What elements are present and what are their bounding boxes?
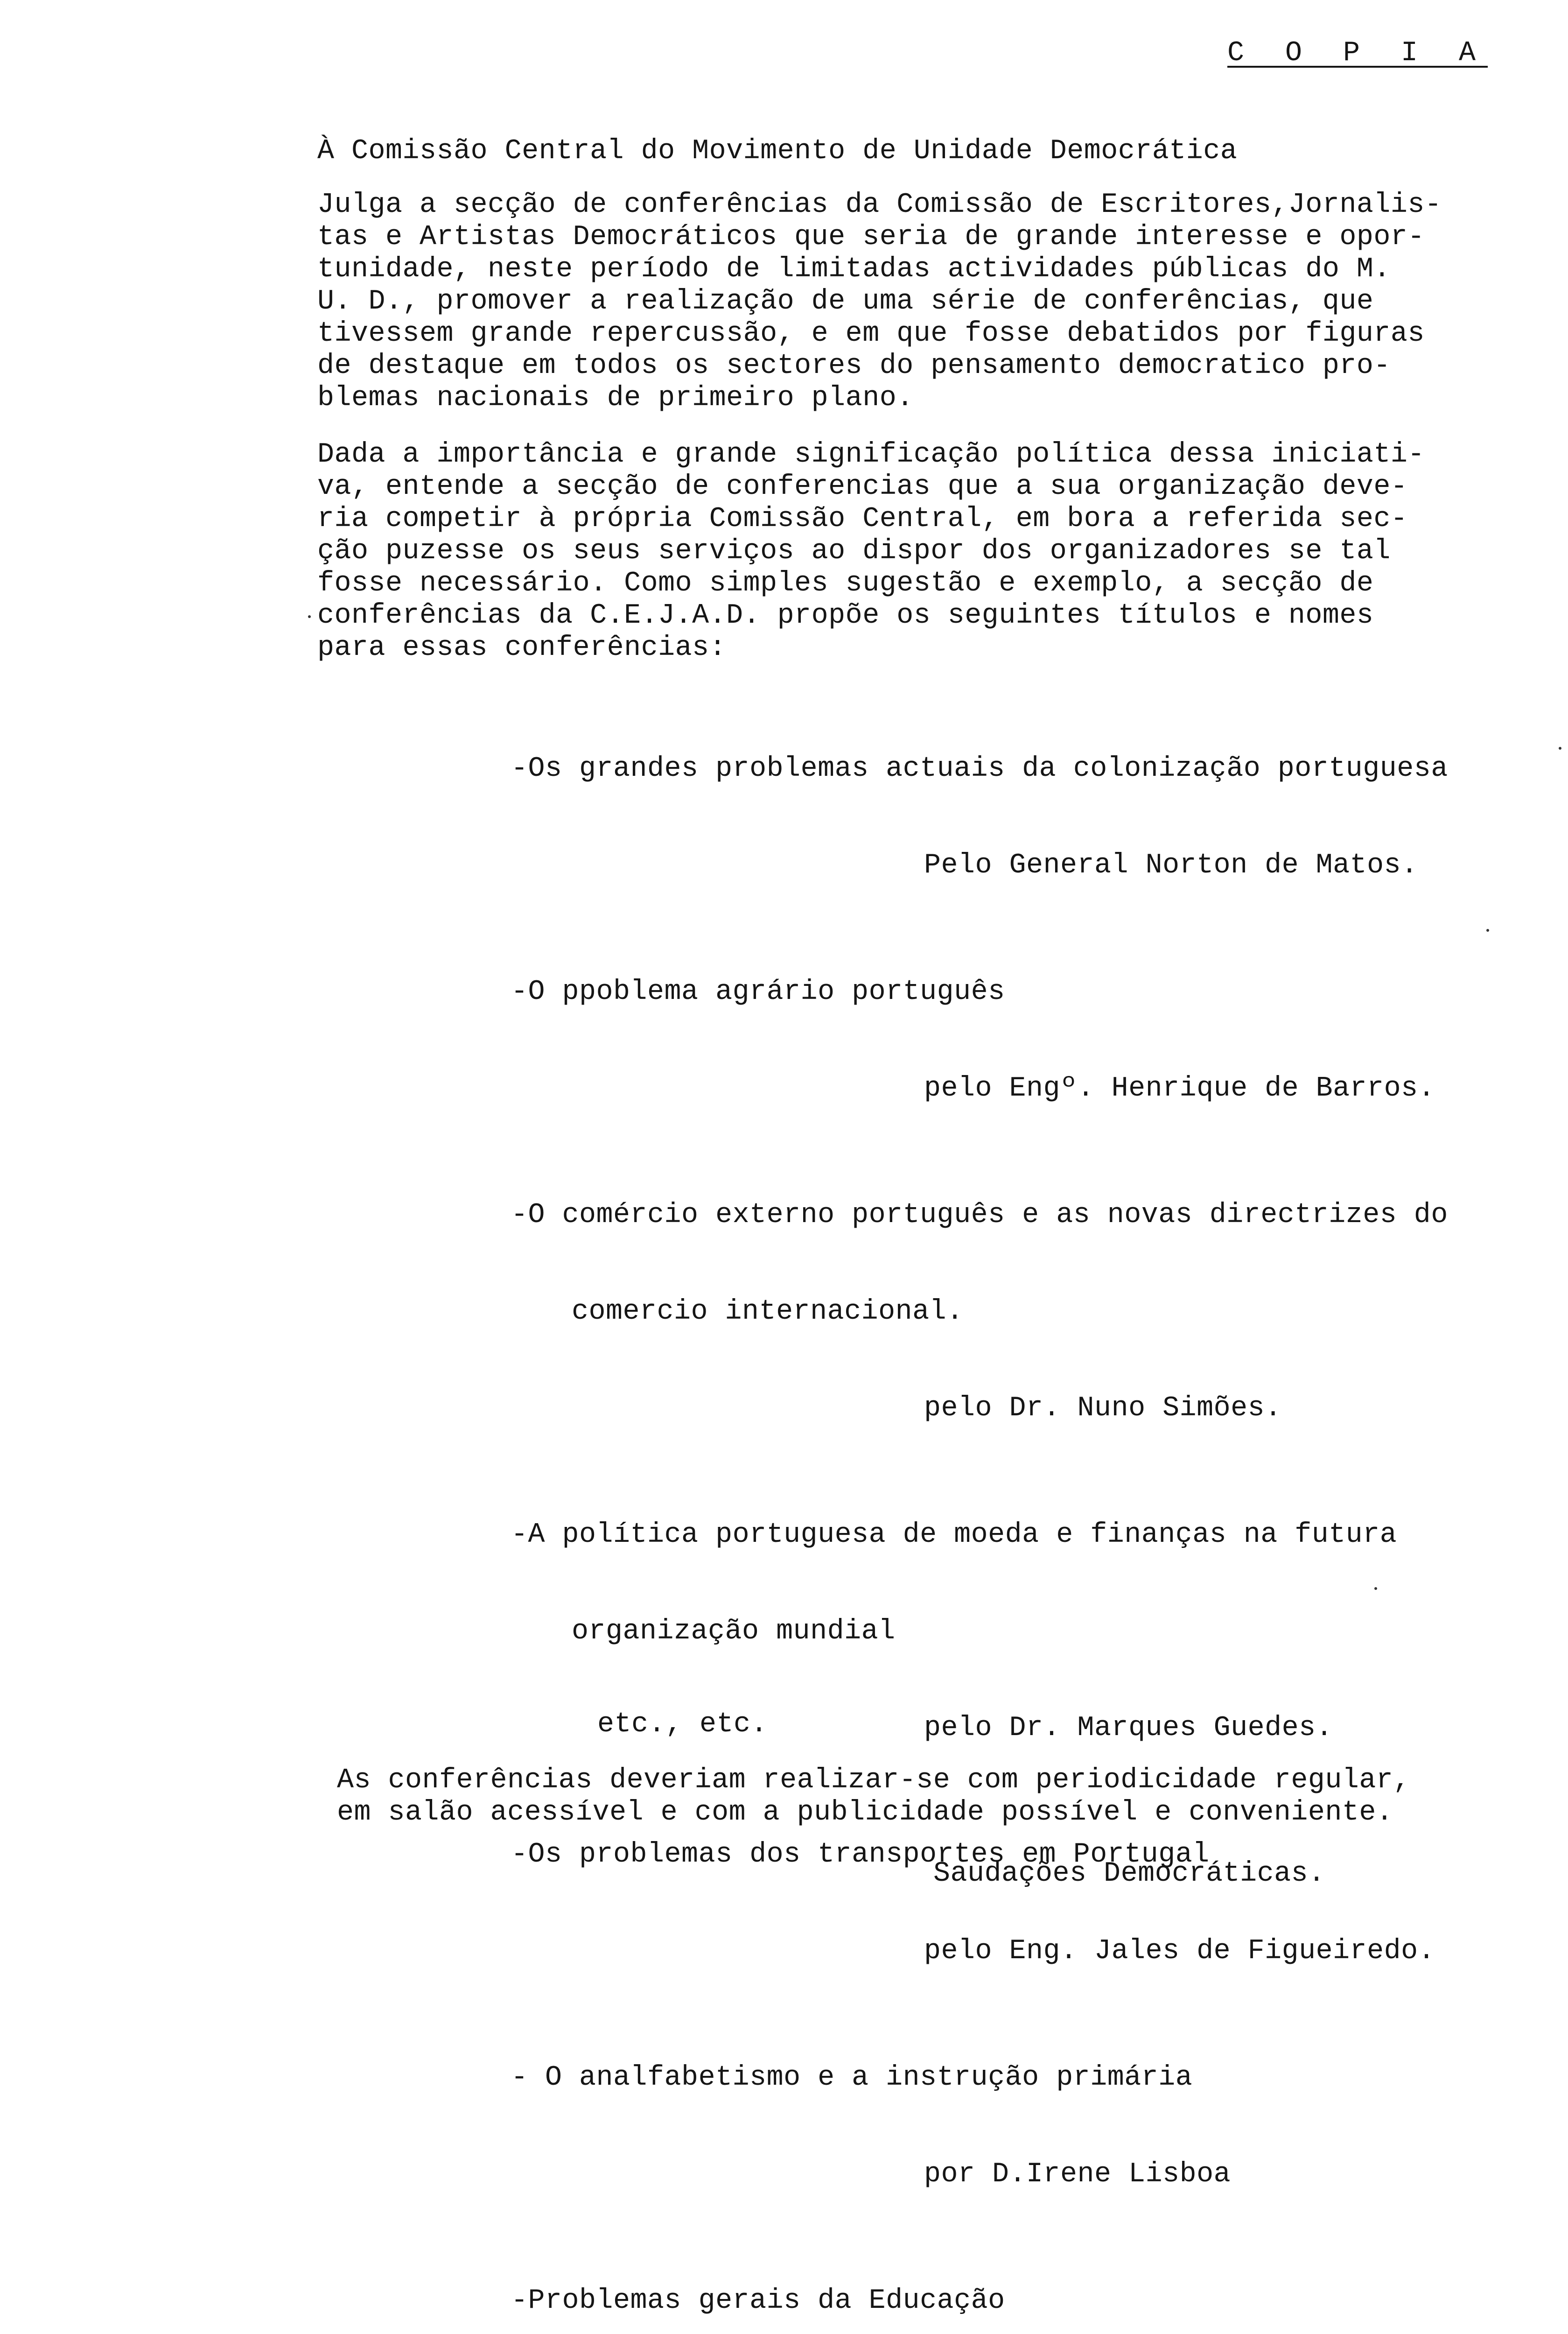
topic-title: -Os grandes problemas actuais da colonização portuguesa: [511, 753, 1448, 785]
closing-paragraph: [337, 1765, 1410, 1829]
paragraph-line: U. D., promover a realização de uma série de conferências, que: [317, 286, 1374, 317]
topic-title: -O comércio externo português e as novas directrizes do: [511, 1199, 1448, 1231]
paragraph-line: ria competir à própria Comissão Central, em bora a referida sec-: [317, 503, 1408, 535]
conference-topic: [511, 1455, 1448, 1744]
paragraph-line: para essas conferências:: [317, 632, 727, 664]
topic-title-continuation: comercio internacional.: [572, 1296, 964, 1328]
topic-title: -Problemas gerais da Educação: [511, 2285, 1005, 2317]
topic-title: -A política portuguesa de moeda e finanças na futura: [511, 1519, 1397, 1551]
paragraph-line: fosse necessário. Como simples sugestão e exemplo, a secção de: [317, 568, 1374, 599]
paragraph-line: ção puzesse os seus serviços ao dispor dos organizadores se tal: [317, 535, 1391, 567]
paper-speck: [308, 615, 311, 618]
topic-speaker: pelo Dr. Marques Guedes.: [924, 1712, 1333, 1744]
addressee-line: À Comissão Central do Movimento de Unidade Democrática: [317, 135, 1238, 167]
etc-line: etc., etc.: [597, 1708, 768, 1740]
paragraph-line: de destaque em todos os sectores do pensamento democratico pro-: [317, 350, 1391, 382]
conference-topic: [511, 1135, 1448, 1425]
paragraph-line: conferências da C.E.J.A.D. propõe os seguintes títulos e nomes: [317, 600, 1374, 632]
topic-speaker: pelo Dr. Nuno Simões.: [924, 1392, 1282, 1424]
paper-speck: [1486, 929, 1489, 932]
paragraph-line: tivessem grande repercussão, e em que fosse debatidos por figuras: [317, 318, 1425, 350]
topic-speaker: Pelo General Norton de Matos.: [924, 850, 1418, 881]
paper-speck: [1374, 1587, 1377, 1590]
conference-topic: [511, 689, 1448, 882]
paragraph-line: Julga a secção de conferências da Comissão de Escritores,Jornalis-: [317, 189, 1442, 221]
salutation: Saudações Democráticas.: [933, 1858, 1325, 1890]
paragraph-line: Dada a importância e grande significação política dessa iniciati-: [317, 439, 1425, 471]
paragraph-line: blemas nacionais de primeiro plano.: [317, 382, 914, 414]
topic-title-continuation: organização mundial: [572, 1616, 896, 1647]
paragraph-line: tas e Artistas Democráticos que seria de grande interesse e opor-: [317, 221, 1425, 253]
topic-speaker: pelo Engº. Henrique de Barros.: [924, 1073, 1435, 1104]
conference-topic: [511, 912, 1448, 1105]
paragraph-line: va, entende a secção de conferencias que a sua organização deve-: [317, 471, 1408, 503]
topic-speaker: por D.Irene Lisboa: [924, 2158, 1231, 2190]
paragraph-proposal: [317, 189, 1442, 415]
topic-title: -O ppoblema agrário português: [511, 976, 1005, 1008]
document-header-copia: C O P I A: [1227, 37, 1488, 69]
conference-topic-list: [511, 689, 1448, 2334]
paragraph-line: tunidade, neste período de limitadas actividades públicas do M.: [317, 253, 1391, 285]
conference-topic: [511, 1997, 1448, 2191]
topic-speaker: pelo Eng. Jales de Figueiredo.: [924, 1935, 1435, 1967]
conference-topic: [511, 2221, 1448, 2334]
paragraph-organization: [317, 439, 1425, 664]
topic-title: - O analfabetismo e a instrução primária: [511, 2062, 1193, 2094]
paper-speck: [1559, 747, 1561, 750]
paragraph-line: em salão acessível e com a publicidade possível e conveniente.: [337, 1797, 1393, 1828]
topic-title: -Os problemas dos transportes em Portugal: [511, 1839, 1210, 1870]
paragraph-line: As conferências deveriam realizar-se com periodicidade regular,: [337, 1765, 1410, 1796]
